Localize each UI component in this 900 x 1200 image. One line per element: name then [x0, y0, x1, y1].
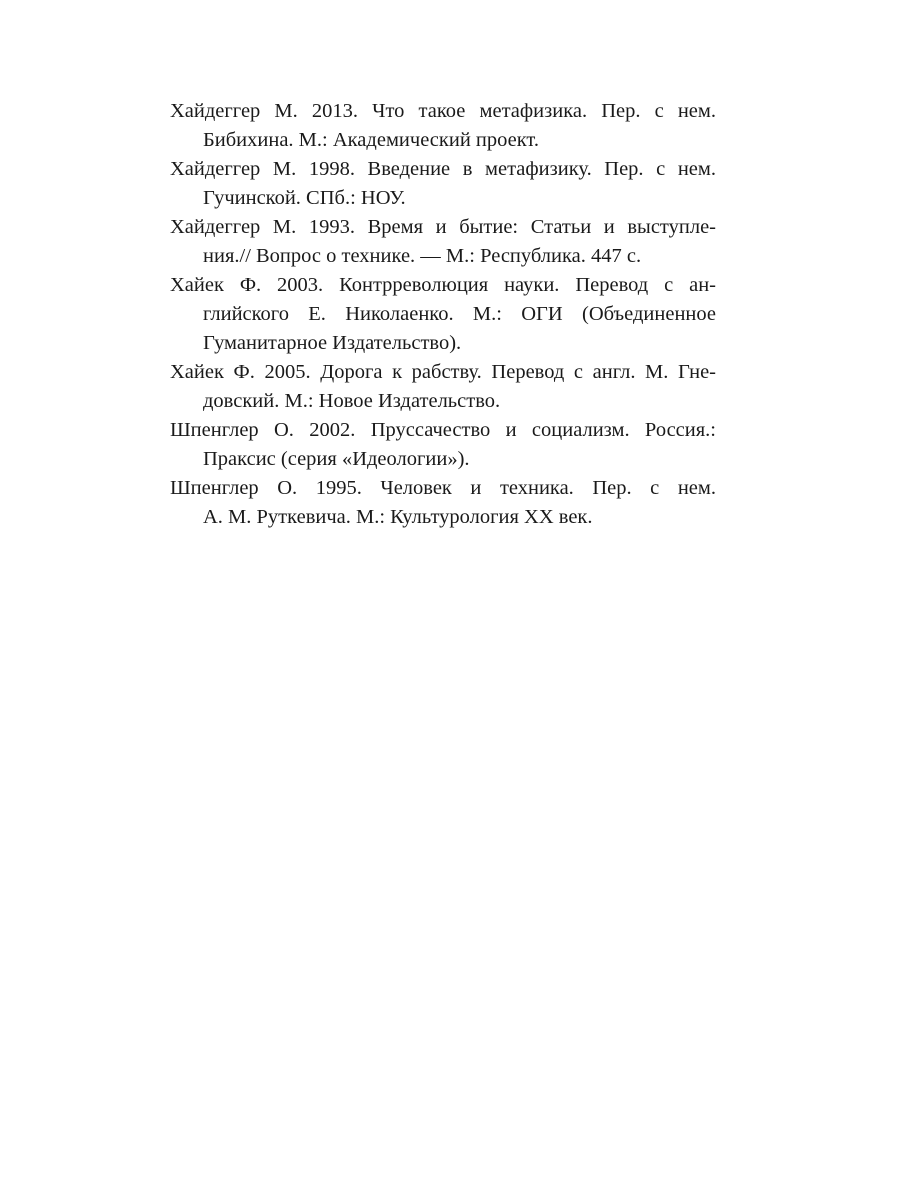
bibliography-entry — [170, 416, 716, 474]
entry-line: Шпенглер О. 1995. Человек и техника. Пер. с нем. — [170, 477, 716, 499]
bibliography-entry — [170, 358, 716, 416]
entry-line: довский. М.: Новое Издательство. — [203, 390, 501, 412]
entry-line: Хайек Ф. 2003. Контрреволюция науки. Перевод с ан- — [170, 274, 716, 296]
entry-line: Хайдеггер М. 1993. Время и бытие: Статьи и выступле- — [170, 216, 716, 238]
entry-line: Праксис (серия «Идеологии»). — [203, 448, 470, 470]
bibliography-list — [170, 97, 716, 532]
entry-line: Шпенглер О. 2002. Пруссачество и социализм. Россия.: — [170, 419, 716, 441]
bibliography-entry — [170, 271, 716, 358]
entry-line: А. М. Руткевича. М.: Культурология XX век. — [203, 506, 593, 528]
entry-line: ния.// Вопрос о технике. — М.: Республика. 447 с. — [203, 245, 642, 267]
bibliography-entry — [170, 474, 716, 532]
entry-line: глийского Е. Николаенко. М.: ОГИ (Объединенное — [203, 303, 716, 325]
entry-line: Гуманитарное Издательство). — [203, 332, 462, 354]
entry-line: Хайдеггер М. 2013. Что такое метафизика. Пер. с нем. — [170, 100, 716, 122]
entry-line: Бибихина. М.: Академический проект. — [203, 129, 539, 151]
entry-line: Хайек Ф. 2005. Дорога к рабству. Перевод с англ. М. Гне- — [170, 361, 716, 383]
bibliography-entry — [170, 97, 716, 155]
entry-line: Гучинской. СПб.: НОУ. — [203, 187, 406, 209]
bibliography-entry — [170, 155, 716, 213]
bibliography-entry — [170, 213, 716, 271]
entry-line: Хайдеггер М. 1998. Введение в метафизику. Пер. с нем. — [170, 158, 716, 180]
